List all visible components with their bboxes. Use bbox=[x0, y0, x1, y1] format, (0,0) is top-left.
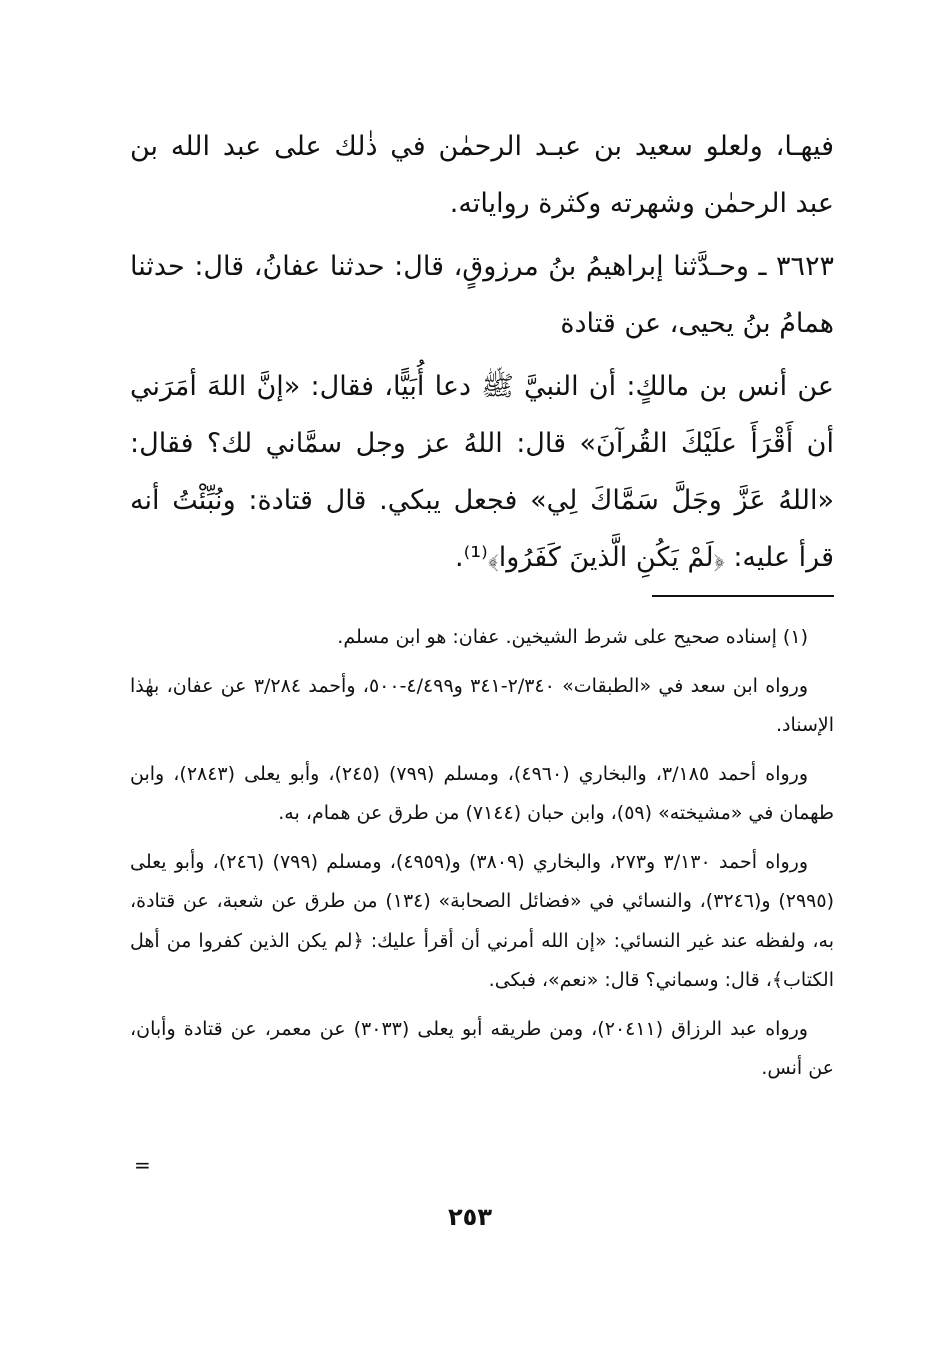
continuation-mark: = bbox=[134, 1153, 151, 1177]
hadith-isnad-paragraph: ٣٦٢٣ ـ وحـدَّثنا إبراهيمُ بنُ مرزوقٍ، قال: حدثنا عفانُ، قال: حدثنا همامُ بنُ يحيى، عن قتادة bbox=[130, 251, 834, 339]
footnote-divider bbox=[652, 595, 834, 597]
footnote-1-grading: (١) إسناده صحيح على شرط الشيخين. عفان: هو ابن مسلم. bbox=[337, 626, 808, 648]
page-number: ٢٥٣ bbox=[448, 1203, 492, 1231]
footnote-1-source-ibn-saad: ورواه ابن سعد في «الطبقات» ٢/٣٤٠-٣٤١ و٤/٤٩٩-٥٠٠، وأحمد ٣/٢٨٤ عن عفان، بهٰذا الإسناد. bbox=[130, 674, 834, 736]
footnote-1-source-abdul-razzaq: ورواه عبد الرزاق (٢٠٤١١)، ومن طريقه أبو يعلى (٣٠٣٣) عن معمر، عن قتادة وأبان، عن أنس. bbox=[130, 1017, 834, 1079]
hadith-matn-paragraph: عن أنس بن مالكٍ: أن النبيَّ ﷺ دعا أُبَيًّا، فقال: «إنَّ اللهَ أمَرَني أن أَقْرَأَ علَيْكَ القُرآنَ» قال: اللهُ عز وجل سمَّاني لك؟ فقال: «اللهُ عَزَّ وجَلَّ سَمَّاكَ لِي» فجعل يبكي. قال قتادة: ونُبِّئْتُ أنه قرأ عليه: ﴿لَمْ يَكُنِ الَّذينَ كَفَرُوا﴾⁽¹⁾. bbox=[130, 371, 834, 573]
main-text bbox=[130, 118, 834, 586]
footnote-1-source-ahmad-bukhari: ورواه أحمد ٣/١٨٥، والبخاري (٤٩٦٠)، ومسلم (٧٩٩) (٢٤٥)، وأبو يعلى (٢٨٤٣)، وابن طهمان في «مشيخته» (٥٩)، وابن حبان (٧١٤٤) من طرق عن همام، به. bbox=[130, 762, 834, 824]
footnotes-section bbox=[130, 618, 834, 1098]
footnote-1-source-shuba: ورواه أحمد ٣/١٣٠ و٢٧٣، والبخاري (٣٨٠٩) و(٤٩٥٩)، ومسلم (٧٩٩) (٢٤٦)، وأبو يعلى (٢٩٩٥) و(٣٢٤٦)، والنسائي في «فضائل الصحابة» (١٣٤) من طرق عن شعبة، عن قتادة، به، ولفظه عند غير النسائي: «إن الله أمرني أن أقرأ عليك: ﴿لم يكن الذين كفروا من أهل الكتاب﴾، قال: وسماني؟ قال: «نعم»، فبكى. bbox=[130, 850, 835, 991]
main-paragraph-intro: فيهـا، ولعلو سعيد بن عبـد الرحمٰن في ذٰلك على عبد الله بن عبد الرحمٰن وشهرته وكثرة رواياته. bbox=[130, 131, 834, 219]
